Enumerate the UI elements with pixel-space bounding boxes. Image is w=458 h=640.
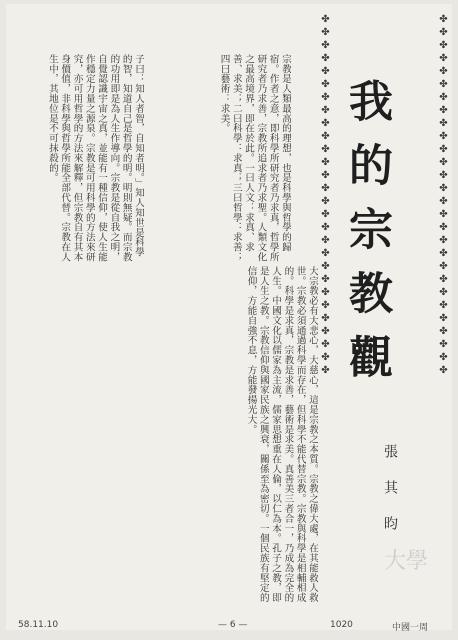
footer-date: 58.11.10 xyxy=(18,620,59,630)
watermark-logo: 大學 xyxy=(383,548,428,574)
article-body-intro: 宗教是人類最高的理想，也是科學與哲學的歸宿。作者之意，即科學所研究者乃求真，哲學所研究者乃求善，宗教所追求者乃求聖。人類文化之最高境界，即在於此。一曰人文：求真、求善、求美；二曰科學：求真；三曰哲學：求善；四曰藝術：求美。 xyxy=(218,54,291,262)
footer-publication: 中國一周 xyxy=(392,623,429,633)
decorative-border-right: ✤✤✤✤✤✤✤✤✤✤✤✤✤✤✤✤✤✤✤✤✤✤✤✤✤✤✤✤ xyxy=(438,14,449,378)
decorative-border-left: ✤✤✤✤✤✤✤✤✤✤✤✤✤✤✤✤✤✤✤✤✤✤✤✤✤✤✤✤ xyxy=(320,14,331,378)
article-body-upper: 子曰：知人者智，自知者明。」知人知世是科學的智，知道自己是哲學的明。明則無疑。而宗教的功用即是為人生作導向。宗教是從自我之明，自覺認識宇宙之真，並能有一種信仰，使人生能作穩定力量之源泉。宗教是可用科學的方法來研究，亦可用哲學的方法來解釋，但宗教自有其本身價值，非科學與哲學所能全部代替。宗教在人生中，其地位是不可抹殺的。 xyxy=(46,54,144,262)
footer-serial-number: 1020 xyxy=(330,620,353,630)
page-footer xyxy=(0,616,458,636)
article-title: 我的宗教觀 xyxy=(341,78,392,398)
footer-page-number: — 6 — xyxy=(218,620,248,630)
document-page xyxy=(6,4,452,630)
article-author: 張其昀 xyxy=(382,444,398,552)
article-body-lower: 大宗教必有大悲心，大慈心，這是宗教之本質。宗教之偉大處，在其能救人救世。宗教必須通過科學而存在，但科學不能代替宗教。宗教與科學是相輔相成的。科學是求真，宗教是求善，藝術是求美。真善美三者合一，乃成為完全的人生。中國文化以儒家為主流，儒家思想重在人倫，以仁為本。孔子之教，即是人生之教。宗教信仰與國家民族之興衰，關係至為密切。一個民族有堅定的信仰，方能自強不息，方能發揚光大。 xyxy=(245,266,318,603)
